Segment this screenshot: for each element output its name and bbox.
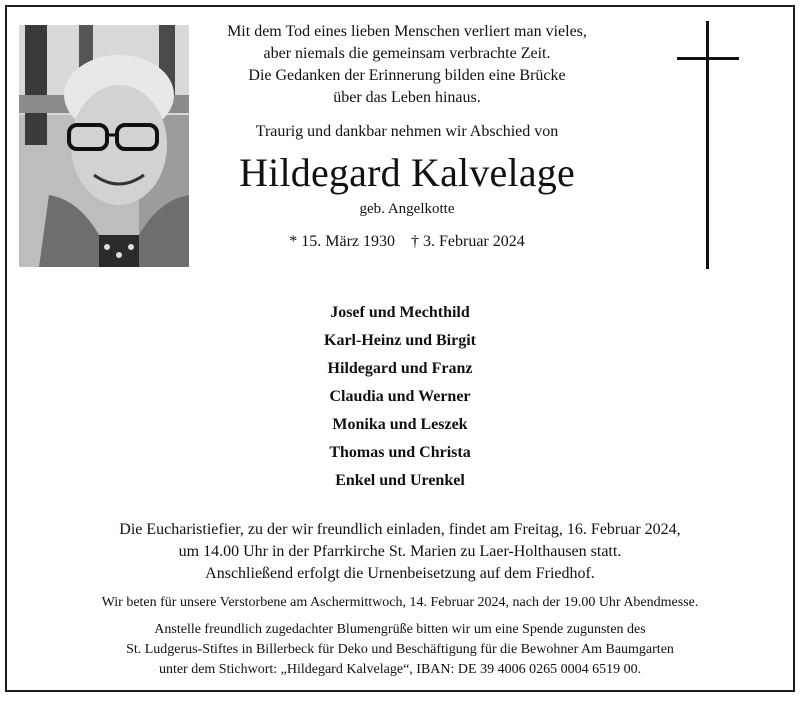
mourner-entry: Hildegard und Franz (327, 360, 473, 377)
service-info (7, 519, 793, 585)
service-line: Die Eucharistiefier, zu der wir freundlich einladen, findet am Freitag, 16. Februar 2024, (119, 521, 681, 538)
donation-line: Anstelle freundlich zugedachter Blumengrüße bitten wir um eine Spende zugunsten des (154, 622, 646, 637)
latin-cross-icon (677, 21, 739, 269)
deceased-name: Hildegard Kalvelage (239, 150, 575, 195)
requiem-note: Wir beten für unsere Verstorbene am Aschermittwoch, 14. Februar 2024, nach der 19.00 Uhr Abendmesse. (101, 595, 699, 610)
portrait-photo (19, 25, 189, 267)
mourner-entry: Karl-Heinz und Birgit (324, 332, 476, 349)
mourners-list (7, 299, 793, 495)
poem (197, 21, 617, 109)
mourner-entry: Enkel und Urenkel (335, 472, 465, 489)
poem-line: über das Leben hinaus. (333, 89, 481, 106)
farewell-intro: Traurig und dankbar nehmen wir Abschied von (255, 123, 559, 140)
obituary-notice (5, 5, 795, 692)
service-line: um 14.00 Uhr in der Pfarrkirche St. Marien zu Laer-Holthausen statt. (178, 543, 622, 560)
donation-line: unter dem Stichwort: „Hildegard Kalvelage“, IBAN: DE 39 4006 0265 0004 6519 00. (158, 662, 642, 677)
service-line: Anschließend erfolgt die Urnenbeisetzung auf dem Friedhof. (205, 565, 595, 582)
header-text (197, 21, 617, 253)
mourner-entry: Monika und Leszek (332, 416, 468, 433)
life-dates (197, 231, 617, 253)
mourner-entry: Thomas und Christa (329, 444, 471, 461)
mourner-entry: Claudia und Werner (329, 388, 471, 405)
poem-line: Die Gedanken der Erinnerung bilden eine Brücke (248, 67, 566, 84)
birth-date: * 15. März 1930 (289, 233, 395, 250)
donation-line: St. Ludgerus-Stiftes in Billerbeck für Deko und Beschäftigung für die Bewohner Am Baumgarten (126, 642, 674, 657)
donation-note (7, 620, 793, 680)
poem-line: Mit dem Tod eines lieben Menschen verliert man vieles, (227, 23, 587, 40)
death-date: † 3. Februar 2024 (411, 233, 525, 250)
birth-name: geb. Angelkotte (359, 201, 455, 217)
mourner-entry: Josef und Mechthild (330, 304, 470, 321)
poem-line: aber niemals die gemeinsam verbrachte Zeit. (263, 45, 551, 62)
